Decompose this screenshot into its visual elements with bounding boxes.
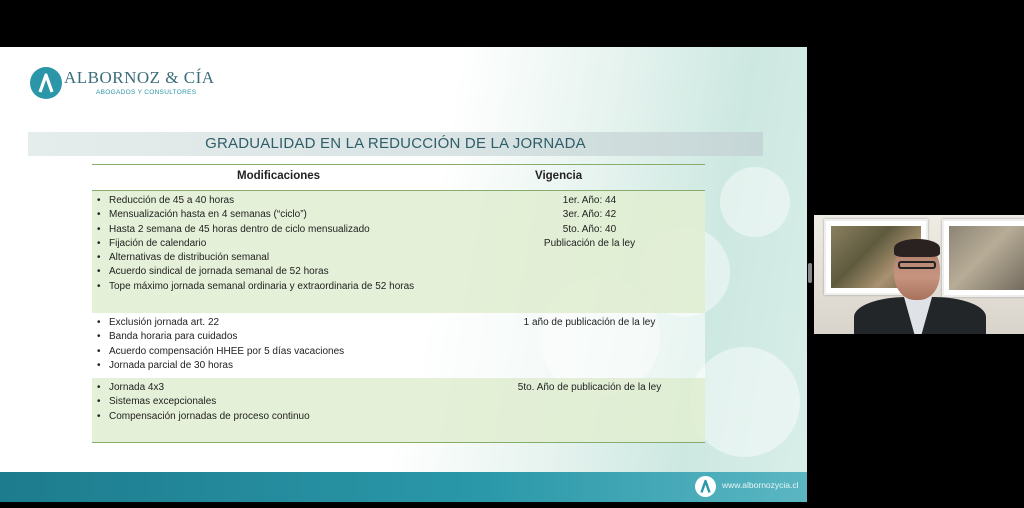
table-row	[92, 190, 705, 313]
bokeh-decoration	[720, 167, 790, 237]
albornoz-a-logo-icon	[30, 67, 62, 99]
company-subtitle: ABOGADOS Y CONSULTORES	[96, 89, 197, 96]
modifications-list	[97, 381, 310, 424]
vigencia-value: Publicación de la ley	[543, 237, 636, 249]
vigencia-cell	[502, 316, 677, 330]
albornoz-a-logo-icon	[695, 476, 716, 497]
footer-url: www.albornozycia.cl	[722, 480, 799, 490]
list-item: • Jornada 4x3	[97, 381, 310, 395]
vigencia-cell	[502, 194, 677, 251]
vigencia-value: 3er. Año: 42	[562, 209, 617, 221]
table-header-row	[92, 164, 705, 190]
list-item: • Exclusión jornada art. 22	[97, 316, 344, 330]
participant-hair	[894, 239, 940, 257]
participant-video[interactable]	[814, 215, 1024, 334]
vigencia-value: 5to. Año de publicación de la ley	[517, 382, 662, 393]
panel-resize-handle[interactable]	[808, 263, 812, 283]
list-item: • Hasta 2 semana de 45 horas dentro de ciclo mensualizado	[97, 223, 414, 237]
list-item: • Banda horaria para cuidados	[97, 330, 344, 344]
table-row	[92, 378, 705, 443]
vigencia-cell	[502, 381, 677, 395]
list-item: • Mensualización hasta en 4 semanas (“ciclo”)	[97, 208, 414, 222]
list-item: • Fijación de calendario	[97, 237, 414, 251]
list-item: • Tope máximo jornada semanal ordinaria y extraordinaria de 52 horas	[97, 280, 414, 294]
vigencia-value: 1er. Año: 44	[562, 195, 617, 206]
list-item: • Sistemas excepcionales	[97, 395, 310, 409]
list-item: • Compensación jornadas de proceso continuo	[97, 410, 310, 424]
list-item: • Jornada parcial de 30 horas	[97, 359, 344, 373]
company-name: ALBORNOZ & CÍA	[64, 68, 215, 87]
slide-title-bar	[28, 132, 763, 156]
presentation-slide	[0, 47, 807, 502]
list-item: • Alternativas de distribución semanal	[97, 251, 414, 265]
wall-painting	[942, 219, 1024, 297]
modifications-list	[97, 194, 414, 294]
participant-glasses	[898, 261, 936, 269]
slide-footer	[0, 472, 807, 502]
slide-title: GRADUALIDAD EN LA REDUCCIÓN DE LA JORNADA	[205, 135, 586, 152]
list-item: • Reducción de 45 a 40 horas	[97, 194, 414, 208]
bokeh-decoration	[690, 347, 800, 457]
header-vigencia: Vigencia	[535, 170, 583, 182]
vigencia-value: 5to. Año: 40	[562, 223, 617, 235]
vigencia-value: 1 año de publicación de la ley	[523, 317, 656, 328]
table-row	[92, 313, 705, 378]
list-item: • Acuerdo compensación HHEE por 5 días vacaciones	[97, 345, 344, 359]
list-item: • Acuerdo sindical de jornada semanal de 52 horas	[97, 265, 414, 279]
header-modificaciones: Modificaciones	[237, 170, 321, 182]
modifications-list	[97, 316, 344, 373]
modifications-table	[92, 164, 705, 443]
